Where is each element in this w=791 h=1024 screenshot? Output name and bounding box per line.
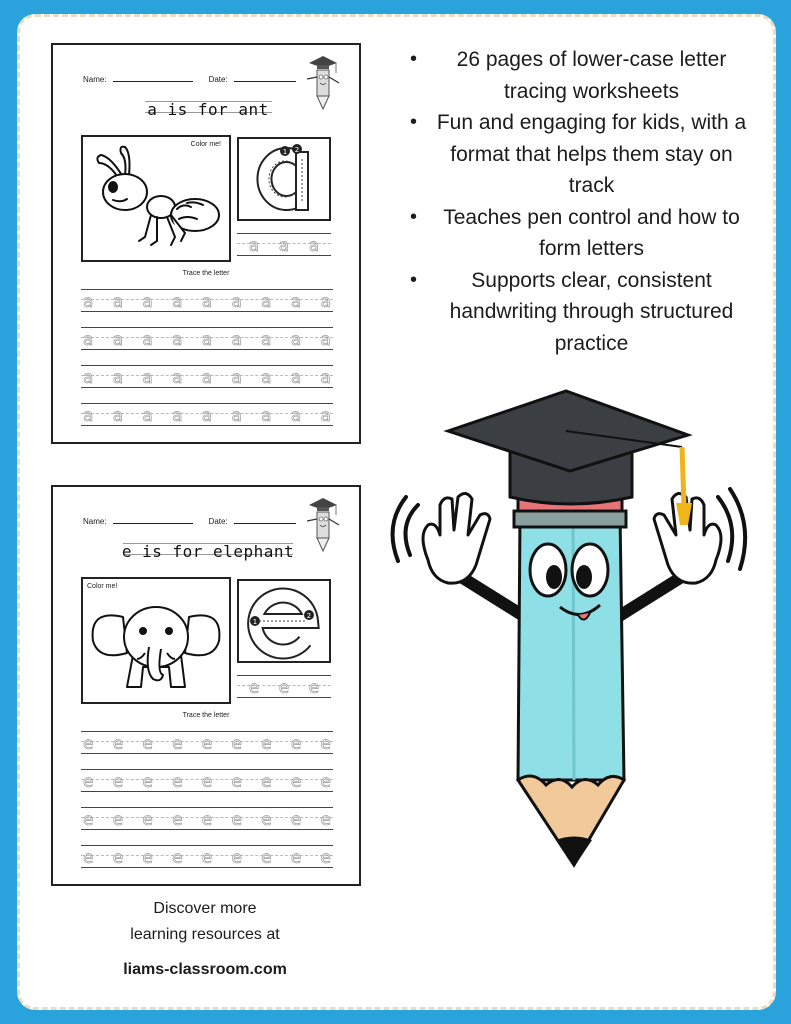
trace-rows: [81, 285, 333, 437]
trace-glyph: a: [248, 236, 260, 256]
feature-item: [410, 44, 755, 107]
mascot-pencil-icon: [303, 495, 343, 555]
coloring-picture-box: [81, 577, 231, 704]
trace-glyph: e: [201, 810, 213, 830]
trace-glyph: e: [278, 678, 290, 698]
worksheet-title: a is for ant: [147, 100, 269, 119]
trace-glyph: e: [83, 734, 94, 754]
trace-glyph: a: [172, 330, 183, 350]
trace-glyph: a: [142, 292, 153, 312]
website-link[interactable]: liams-classroom.com: [123, 961, 287, 978]
trace-glyph: a: [320, 330, 331, 350]
letter-e-stroke-guide: [239, 581, 329, 661]
name-line: [113, 81, 193, 82]
trace-glyph: e: [261, 810, 272, 830]
worksheet-preview-e: [51, 485, 361, 886]
trace-glyph: a: [231, 330, 242, 350]
feature-text: Fun and engaging for kids, with a format that helps them stay on track: [436, 111, 747, 197]
ant-icon: [83, 137, 229, 260]
trace-glyph: a: [201, 368, 213, 388]
trace-glyph: e: [112, 810, 124, 830]
date-label: Date:: [208, 75, 228, 84]
bullet-icon: •: [410, 111, 418, 133]
trace-glyph: a: [308, 236, 320, 256]
svg-text:1: 1: [252, 618, 258, 626]
svg-text:2: 2: [294, 146, 300, 154]
feature-text: 26 pages of lower-case letter tracing worksheets: [456, 48, 727, 103]
trace-row: [81, 765, 333, 803]
trace-row: [81, 399, 333, 437]
trace-glyph: e: [172, 734, 183, 754]
trace-glyph: e: [261, 772, 272, 792]
worksheet-title: e is for elephant: [121, 542, 295, 561]
trace-glyph: e: [83, 772, 94, 792]
coloring-picture-box: [81, 135, 231, 262]
mascot-pencil-icon: [303, 53, 343, 113]
letter-guide-practice-row: [237, 229, 331, 263]
trace-glyph: a: [112, 406, 124, 426]
trace-glyph: e: [201, 734, 213, 754]
trace-glyph: e: [320, 734, 331, 754]
trace-glyph: a: [83, 368, 94, 388]
trace-glyph: e: [142, 772, 153, 792]
trace-row: [81, 727, 333, 765]
trace-glyph: a: [112, 330, 124, 350]
trace-glyph: a: [231, 292, 242, 312]
trace-glyph: e: [231, 848, 242, 868]
trace-glyph: e: [320, 848, 331, 868]
trace-glyph: e: [83, 848, 94, 868]
footer-line-1: Discover more: [153, 900, 257, 917]
letter-guide-box: [237, 137, 331, 221]
name-label: Name:: [83, 75, 107, 84]
feature-text: Teaches pen control and how to form letters: [443, 205, 740, 260]
trace-glyph: e: [290, 848, 302, 868]
trace-glyph: a: [261, 292, 272, 312]
color-me-label: Color me!: [190, 141, 221, 148]
trace-glyph: a: [290, 292, 302, 312]
trace-glyph: e: [142, 734, 153, 754]
trace-glyph: e: [261, 848, 272, 868]
trace-glyph: e: [83, 810, 94, 830]
trace-glyph: e: [172, 848, 183, 868]
trace-glyph: a: [142, 368, 153, 388]
feature-list: [410, 44, 755, 359]
trace-glyph: a: [172, 406, 183, 426]
trace-label: Trace the letter: [182, 712, 230, 719]
trace-glyph: a: [83, 330, 94, 350]
trace-glyph: e: [290, 810, 302, 830]
color-me-label: Color me!: [87, 583, 118, 590]
trace-glyph: a: [172, 292, 183, 312]
trace-rows: [81, 727, 333, 879]
svg-text:1: 1: [282, 148, 288, 156]
trace-label: Trace the letter: [182, 270, 230, 277]
trace-glyph: a: [290, 330, 302, 350]
trace-glyph: a: [261, 330, 272, 350]
trace-glyph: e: [290, 772, 302, 792]
elephant-icon: [83, 579, 229, 702]
worksheet-meta: [83, 75, 296, 84]
trace-row: [81, 803, 333, 841]
trace-glyph: a: [83, 292, 94, 312]
trace-glyph: e: [248, 678, 260, 698]
trace-glyph: e: [231, 734, 242, 754]
trace-glyph: a: [201, 406, 213, 426]
trace-glyph: e: [308, 678, 320, 698]
date-label: Date:: [208, 517, 228, 526]
trace-glyph: e: [320, 772, 331, 792]
trace-glyph: a: [112, 368, 124, 388]
bullet-icon: •: [410, 205, 418, 228]
date-line: [234, 523, 296, 524]
letter-a-stroke-guide: [239, 139, 329, 219]
trace-glyph: a: [142, 406, 153, 426]
feature-item: [410, 107, 755, 202]
letter-guide-practice-row: [237, 671, 331, 705]
trace-glyph: a: [201, 330, 213, 350]
worksheet-preview-a: [51, 43, 361, 444]
trace-glyph: e: [172, 772, 183, 792]
trace-glyph: e: [201, 772, 213, 792]
trace-glyph: e: [231, 772, 242, 792]
trace-row: [81, 361, 333, 399]
trace-glyph: a: [172, 368, 183, 388]
trace-glyph: e: [172, 810, 183, 830]
graduate-pencil-mascot-icon: [388, 385, 758, 885]
trace-glyph: a: [142, 330, 153, 350]
worksheet-meta: [83, 517, 296, 526]
trace-glyph: e: [290, 734, 302, 754]
trace-glyph: a: [320, 368, 331, 388]
trace-glyph: e: [112, 848, 124, 868]
feature-item: [410, 265, 755, 360]
trace-glyph: a: [231, 406, 242, 426]
trace-row: [81, 323, 333, 361]
trace-glyph: a: [201, 292, 213, 312]
footer-line-2: learning resources at: [130, 926, 280, 943]
trace-glyph: a: [261, 406, 272, 426]
trace-glyph: e: [142, 810, 153, 830]
date-line: [234, 81, 296, 82]
trace-glyph: a: [290, 406, 302, 426]
trace-row: [81, 285, 333, 323]
trace-glyph: e: [201, 848, 213, 868]
trace-glyph: e: [231, 810, 242, 830]
trace-glyph: a: [320, 406, 331, 426]
trace-glyph: e: [261, 734, 272, 754]
letter-guide-box: [237, 579, 331, 663]
bullet-icon: •: [410, 48, 418, 70]
trace-glyph: a: [290, 368, 302, 388]
trace-glyph: a: [320, 292, 331, 312]
name-line: [113, 523, 193, 524]
trace-row: [81, 841, 333, 879]
trace-glyph: a: [112, 292, 124, 312]
feature-text: Supports clear, consistent handwriting through structured practice: [449, 268, 734, 355]
trace-glyph: e: [112, 734, 124, 754]
trace-glyph: e: [142, 848, 153, 868]
feature-item: [410, 202, 755, 265]
trace-glyph: e: [112, 772, 124, 792]
svg-text:2: 2: [306, 612, 312, 620]
trace-glyph: e: [320, 810, 331, 830]
bullet-icon: •: [410, 268, 418, 291]
trace-glyph: a: [278, 236, 290, 256]
trace-glyph: a: [261, 368, 272, 388]
name-label: Name:: [83, 517, 107, 526]
trace-glyph: a: [231, 368, 242, 388]
trace-glyph: a: [83, 406, 94, 426]
